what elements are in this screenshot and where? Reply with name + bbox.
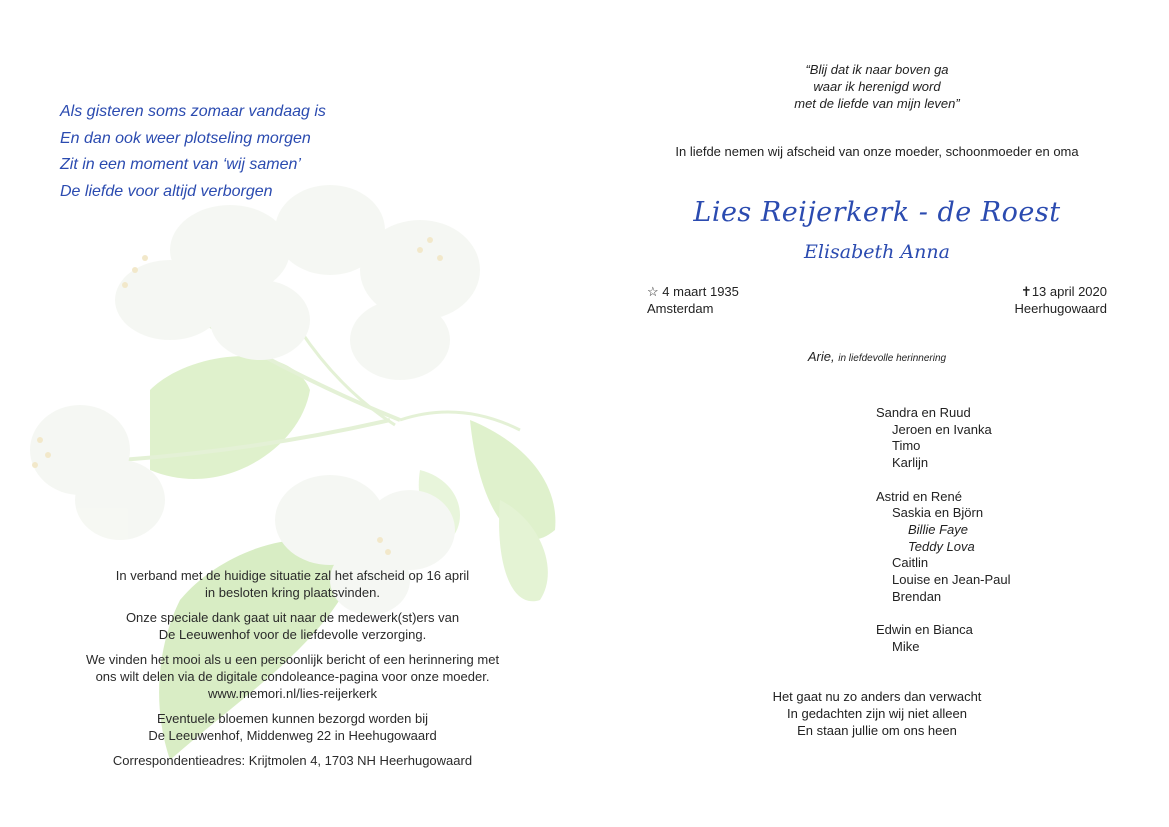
family-child: Caitlin	[892, 555, 929, 571]
notice-line: In verband met de huidige situatie zal het afscheid op 16 april	[115, 568, 470, 583]
poem	[60, 99, 480, 205]
notice-line: De Leeuwenhof voor de liefdevolle verzorging.	[158, 626, 427, 642]
condolence-link[interactable]: www.memori.nl/lies-reijerkerk	[207, 685, 378, 701]
notice-line: Onze speciale dank gaat uit naar de medewerk(st)ers van	[125, 610, 460, 626]
poem-line: En dan ook weer plotseling morgen	[60, 129, 311, 147]
intro-text: In liefde nemen wij afscheid van onze moeder, schoonmoeder en oma	[675, 144, 1079, 159]
notice-line: De Leeuwenhof, Middenweg 22 in Heehugowaard	[148, 727, 437, 743]
death-date: 13 april 2020	[1031, 284, 1107, 299]
family-grandchild: Billie Faye	[908, 521, 968, 537]
family-group	[876, 489, 1011, 606]
notice-line: ons wilt delen via de digitale condoleance-pagina voor onze moeder.	[95, 668, 490, 684]
notice-line: We vinden het mooi als u een persoonlijk bericht of een herinnering met	[85, 652, 500, 668]
notice-flowers	[40, 711, 545, 744]
notices	[40, 568, 545, 779]
family-group	[876, 405, 1011, 472]
star-icon: ☆	[647, 284, 659, 299]
notice-line: Correspondentieadres: Krijtmolen 4, 1703 NH Heerhugowaard	[112, 753, 473, 769]
closing-verse	[585, 688, 1169, 739]
poem-line: Als gisteren soms zomaar vandaag is	[60, 103, 326, 120]
notice-ceremony	[40, 568, 545, 601]
quote-line: “Blij dat ik naar boven ga	[805, 62, 949, 77]
birth-date: 4 maart 1935	[662, 284, 739, 299]
spouse-note: in liefdevolle herinnering	[838, 353, 947, 364]
birth-place: Amsterdam	[647, 301, 714, 316]
family-child: Karlijn	[892, 455, 929, 471]
closing-line: In gedachten zijn wij niet alleen	[787, 706, 967, 721]
deceased-name: Lies Reijerkerk - de Roest	[693, 197, 1061, 228]
family-grandchild: Teddy Lova	[908, 538, 975, 554]
notice-line: in besloten kring plaatsvinden.	[205, 584, 380, 600]
death-place: Heerhugowaard	[1014, 301, 1107, 316]
cross-icon: ✝	[1020, 284, 1032, 299]
family-head: Edwin en Bianca	[876, 622, 973, 638]
spouse-name: Arie,	[807, 349, 835, 364]
family-head: Sandra en Ruud	[876, 405, 971, 420]
closing-line: Het gaat nu zo anders dan verwacht	[772, 689, 982, 704]
family-group	[876, 622, 1011, 655]
notice-address	[40, 753, 545, 770]
family-child: Louise en Jean-Paul	[892, 572, 1011, 588]
poem-line: Zit in een moment van ‘wij samen’	[60, 156, 301, 173]
notice-thanks	[40, 610, 545, 643]
quote-line: met de liefde van mijn leven”	[794, 96, 960, 111]
family-child: Timo	[892, 438, 921, 454]
notice-line: Eventuele bloemen kunnen bezorgd worden bij	[156, 711, 429, 727]
death-info	[1014, 283, 1107, 317]
right-page	[585, 0, 1169, 827]
quote	[585, 61, 1169, 112]
quote-line: waar ik herenigd word	[813, 79, 941, 94]
spouse-line	[585, 349, 1169, 364]
poem-line: De liefde voor altijd verborgen	[60, 182, 273, 200]
given-names: Elisabeth Anna	[804, 241, 950, 263]
notice-condolence	[40, 652, 545, 702]
family-child: Brendan	[892, 588, 942, 604]
family-head: Astrid en René	[876, 488, 962, 504]
closing-line: En staan jullie om ons heen	[797, 723, 957, 738]
family-child: Saskia en Björn	[892, 505, 984, 521]
birth-info	[647, 283, 739, 317]
family-list	[876, 405, 1011, 672]
family-child: Mike	[892, 638, 920, 654]
family-child: Jeroen en Ivanka	[892, 421, 992, 437]
